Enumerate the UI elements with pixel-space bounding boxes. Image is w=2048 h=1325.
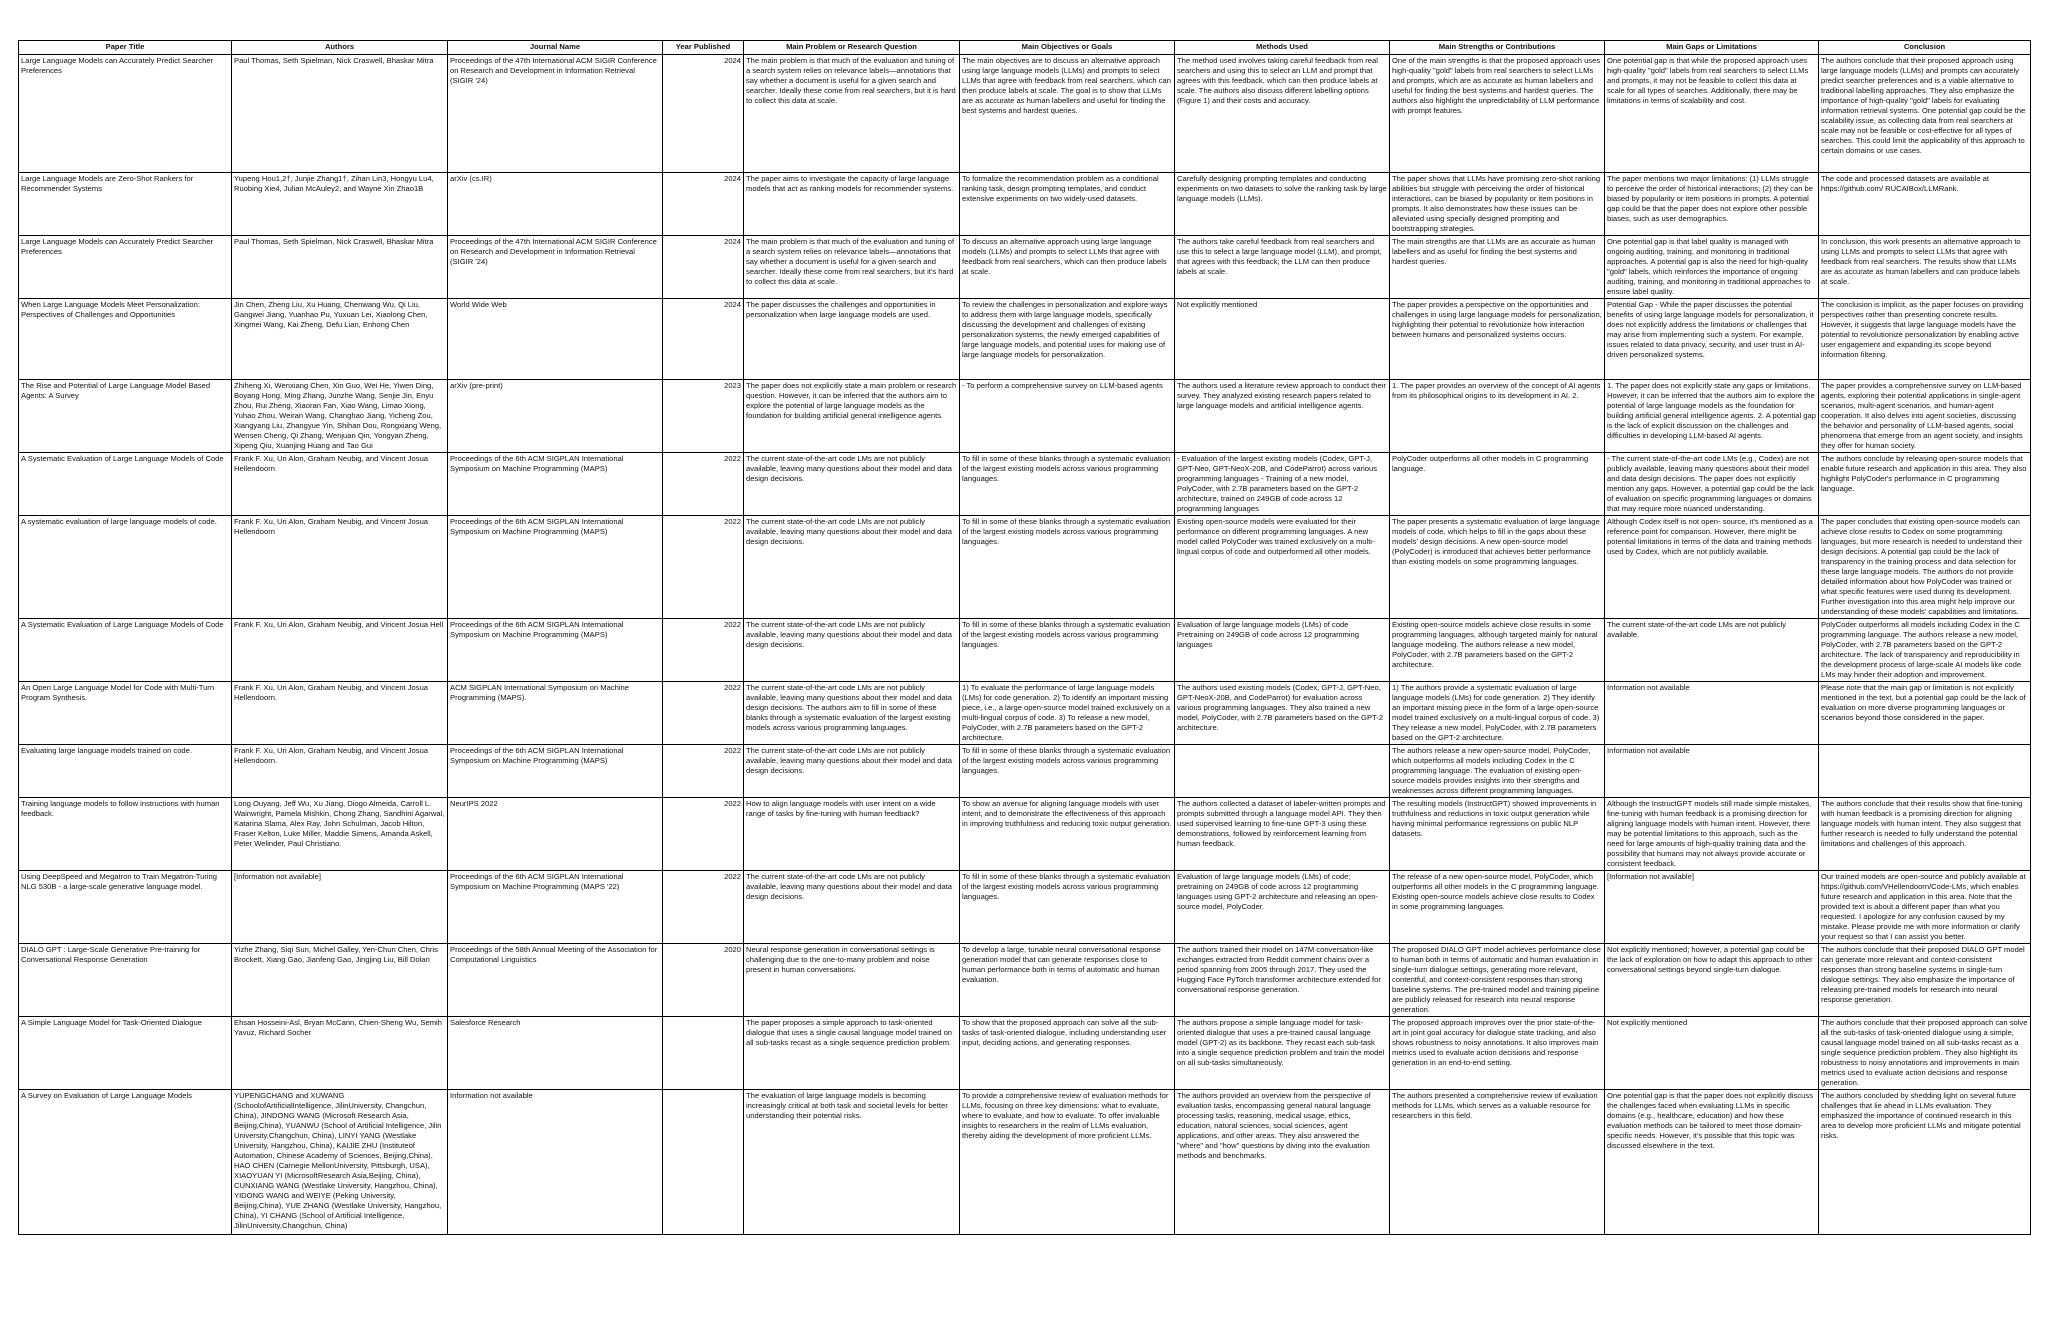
- cell-paper-title: DIALO GPT : Large-Scale Generative Pre-training for Conversational Response Generation: [19, 944, 232, 1017]
- cell-year-published: 2022: [663, 682, 744, 745]
- cell-conclusion: The authors conclude by releasing open-source models that enable future research and application in this area. They also highlight PolyCoder's performance in C programming language.: [1819, 453, 2031, 516]
- cell-conclusion: [1819, 745, 2031, 798]
- header-row: [19, 41, 2031, 55]
- cell-journal-name: Proceedings of the 6th ACM SIGPLAN International Symposium on Machine Programming (MAPS): [448, 516, 663, 619]
- cell-conclusion: The conclusion is implicit, as the paper focuses on providing perspectives rather than presenting concrete results. However, it suggests that large language models have the potential to revolutionize personalization by enabling active user engagement and expanding its scope beyond information filtering.: [1819, 299, 2031, 380]
- cell-main-objectives: To fill in some of these blanks through a systematic evaluation of the largest existing models across various programming languages.: [960, 871, 1175, 944]
- table-row: [19, 944, 2031, 1017]
- cell-journal-name: Proceedings of the 6th ACM SIGPLAN International Symposium on Machine Programming (MAPS): [448, 745, 663, 798]
- cell-main-problem: How to align language models with user intent on a wide range of tasks by fine-tuning with human feedback?: [744, 798, 960, 871]
- cell-main-objectives: The main objectives are to discuss an alternative approach using large language models (LLMs) and prompts to select LLMs that agree with feedback from real searchers, which can then produce labels at scale. The goal is to show that LLMs are as accurate as human labellers and useful for finding the best systems and hardest queries.: [960, 55, 1175, 173]
- cell-conclusion: The paper concludes that existing open-source models can achieve close results to Codex on some programming languages, but more research is needed to understand their design decisions. A potential gap could be the lack of transparency in the training process and data selection for these large language models. The authors do not provide detailed information about how PolyCoder was trained or what specific features were used during its development. Further investigation into this area might help improve our understanding of these models' capabilities and limitations.: [1819, 516, 2031, 619]
- column-header-methods-used: Methods Used: [1175, 41, 1390, 55]
- cell-main-objectives: To formalize the recommendation problem as a conditional ranking task, design prompting templates, and conduct extensive experiments on two widely-used datasets.: [960, 173, 1175, 236]
- cell-main-gaps: One potential gap is that the paper does not explicitly discuss the challenges faced when evaluating LLMs in specific domains (e.g., healthcare, education) and how these evaluation methods can be tailored to meet those domain-specific needs. However, it's possible that this topic was discussed elsewhere in the text.: [1605, 1090, 1819, 1235]
- cell-main-strengths: The paper presents a systematic evaluation of large language models of code, which helps to fill in the gaps about these models' design decisions. A new open-source model (PolyCoder) is introduced that achieves better performance than existing models on some programming languages.: [1390, 516, 1605, 619]
- cell-year-published: 2022: [663, 619, 744, 682]
- cell-main-problem: The current state-of-the-art code LMs are not publicly available, leaving many questions about their model and data design decisions.: [744, 619, 960, 682]
- cell-paper-title: Using DeepSpeed and Megatron to Train Megatron-Turing NLG 530B - a large-scale generative language model.: [19, 871, 232, 944]
- cell-main-strengths: The authors presented a comprehensive review of evaluation methods for LLMs, which serves as a valuable resource for researchers in this field.: [1390, 1090, 1605, 1235]
- cell-main-problem: The main problem is that much of the evaluation and tuning of a search system relies on relevance labels—annotations that say whether a document is useful for a given search and searcher. Ideally these come from real searchers, but it is hard to collect this data at scale.: [744, 55, 960, 173]
- cell-year-published: 2022: [663, 871, 744, 944]
- cell-journal-name: arXiv (cs.IR): [448, 173, 663, 236]
- cell-main-strengths: The resulting models (InstructGPT) showed improvements in truthfulness and reductions in toxic output generation while having minimal performance regressions on public NLP datasets.: [1390, 798, 1605, 871]
- cell-authors: Ehsan Hosseini-Asl, Bryan McCann, Chien-Sheng Wu, Semih Yavuz, Richard Socher: [232, 1017, 448, 1090]
- cell-paper-title: The Rise and Potential of Large Language Model Based Agents: A Survey: [19, 380, 232, 453]
- cell-authors: Long Ouyang, Jeff Wu, Xu Jiang, Diogo Almeida, Carroll L. Wainwright, Pamela Mishkin, Chong Zhang, Sandhini Agarwal, Katarina Slama, Alex Ray, John Schulman, Jacob Hilton, Fraser Kelton, Luke Miller, Maddie Simens, Amanda Askell, Peter Welinder, Paul Christiano.: [232, 798, 448, 871]
- cell-main-gaps: One potential gap is that while the proposed approach uses high-quality "gold" labels from real searchers to select LLMs and prompts, it may not be feasible to collect this data at scale for all types of searches. Additionally, there may be limitations in terms of scalability and cost.: [1605, 55, 1819, 173]
- column-header-journal-name: Journal Name: [448, 41, 663, 55]
- cell-methods-used: The method used involves taking careful feedback from real searchers and using this to select an LLM and prompt that agrees with this feedback, which can then produce labels at scale. The authors also discuss different labelling options (Figure 1) and their costs and accuracy.: [1175, 55, 1390, 173]
- table-body: [19, 55, 2031, 1235]
- table-row: [19, 798, 2031, 871]
- cell-main-strengths: The proposed approach improves over the prior state-of-the-art in joint goal accuracy for dialogue state tracking, and also shows robustness to noisy annotations. It also improves main metrics used to evaluate action decisions and response generation in an end-to-end setting.: [1390, 1017, 1605, 1090]
- cell-year-published: 2022: [663, 798, 744, 871]
- cell-main-problem: The current state-of-the-art code LMs are not publicly available, leaving many questions about their model and data design decisions.: [744, 871, 960, 944]
- cell-methods-used: Evaluation of large language models (LMs) of code; pretraining on 249GB of code across 12 programming languages using GPT-2 architecture and releasing an open-source model, PolyCoder.: [1175, 871, 1390, 944]
- cell-main-gaps: Although Codex itself is not open- source, it's mentioned as a reference point for comparison. However, there might be potential limitations in terms of the data and training methods used by Codex, which are not publicly available.: [1605, 516, 1819, 619]
- cell-main-strengths: Existing open-source models achieve close results in some programming languages, although targeted mainly for natural language modeling. The authors release a new model, PolyCoder, with 2.7B parameters based on the GPT-2 architecture.: [1390, 619, 1605, 682]
- cell-journal-name: Proceedings of the 58th Annual Meeting of the Association for Computational Linguistics: [448, 944, 663, 1017]
- cell-authors: Jin Chen, Zheng Liu, Xu Huang, Chenwang Wu, Qi Liu, Gangwei Jiang, Yuanhao Pu, Yuxuan Lei, Xiaolong Chen, Xingmei Wang, Kai Zheng, Defu Lian, Enhong Chen: [232, 299, 448, 380]
- cell-methods-used: [1175, 745, 1390, 798]
- cell-main-gaps: Potential Gap - While the paper discusses the potential benefits of using large language models for personalization, it does not explicitly address the limitations or challenges that may arise from implementing such a system. For example, issues related to data privacy, security, and user trust in AI-driven personalized systems.: [1605, 299, 1819, 380]
- cell-authors: Frank F. Xu, Uri Alon, Graham Neubig, and Vincent Josua Hellendoorn.: [232, 745, 448, 798]
- cell-conclusion: The authors conclude that their proposed approach can solve all the sub-tasks of task-oriented dialogue using a simple, causal language model trained on all sub-tasks recast as a single sequence prediction problem. They also highlight its robustness to noisy annotations and improvements in main metrics used to evaluate action decisions and response generation.: [1819, 1017, 2031, 1090]
- column-header-main-objectives: Main Objectives or Goals: [960, 41, 1175, 55]
- table-row: [19, 745, 2031, 798]
- cell-methods-used: Existing open-source models were evaluated for their performance on different programming languages. A new model called PolyCoder was trained exclusively on a multi-lingual corpus of code and outperformed all other models.: [1175, 516, 1390, 619]
- cell-year-published: 2022: [663, 453, 744, 516]
- cell-main-gaps: The paper mentions two major limitations: (1) LLMs struggle to perceive the order of historical interactions; (2) they can be biased by popularity or item positions in prompts. A potential gap could be that the paper does not explore other possible biases, such as user demographics.: [1605, 173, 1819, 236]
- cell-methods-used: The authors used a literature review approach to conduct their survey. They analyzed existing research papers related to large language models and artificial intelligence agents.: [1175, 380, 1390, 453]
- cell-main-objectives: To fill in some of these blanks through a systematic evaluation of the largest existing models across various programming languages.: [960, 516, 1175, 619]
- cell-year-published: 2024: [663, 299, 744, 380]
- cell-main-objectives: To discuss an alternative approach using large language models (LLMs) and prompts to select LLMs that agree with feedback from real searchers, which can then produce labels at scale.: [960, 236, 1175, 299]
- table-row: [19, 299, 2031, 380]
- table-row: [19, 516, 2031, 619]
- cell-main-problem: The paper discusses the challenges and opportunities in personalization when large language models are used.: [744, 299, 960, 380]
- cell-methods-used: The authors propose a simple language model for task-oriented dialogue that uses a pre-trained causal language model (GPT-2) as its backbone. They recast each sub-task into a single sequence prediction problem and train the model on all sub-tasks simultaneously.: [1175, 1017, 1390, 1090]
- cell-main-gaps: Not explicitly mentioned; however, a potential gap could be the lack of exploration on how to adapt this approach to other conversational settings beyond single-turn dialogue.: [1605, 944, 1819, 1017]
- cell-main-problem: The current state-of-the-art code LMs are not publicly available, leaving many questions about their model and data design decisions. The authors aim to fill in some of these blanks through a systematic evaluation of the largest existing models across various programming languages.: [744, 682, 960, 745]
- cell-paper-title: A Survey on Evaluation of Large Language Models: [19, 1090, 232, 1235]
- table-header: [19, 41, 2031, 55]
- cell-journal-name: Proceedings of the 6th ACM SIGPLAN International Symposium on Machine Programming (MAPS '22): [448, 871, 663, 944]
- table-row: [19, 682, 2031, 745]
- cell-conclusion: In conclusion, this work presents an alternative approach to using LLMs and prompts to select LLMs that agree with feedback from real searchers. The results show that LLMs are as accurate as human labellers and can produce labels at scale.: [1819, 236, 2031, 299]
- cell-year-published: [663, 1090, 744, 1235]
- cell-year-published: 2022: [663, 516, 744, 619]
- cell-main-gaps: One potential gap is that label quality is managed with ongoing auditing, training, and monitoring in traditional approaches. A potential gap is also the need for high-quality "gold" labels, which reinforces the importance of ongoing auditing, training, and monitoring in traditional approaches to ensure label quality.: [1605, 236, 1819, 299]
- table-row: [19, 871, 2031, 944]
- cell-conclusion: The authors concluded by shedding light on several future challenges that lie ahead in LLMs evaluation. They emphasized the importance of continued research in this area to develop more proficient LLMs and mitigate potential risks.: [1819, 1090, 2031, 1235]
- cell-main-objectives: To develop a large, tunable neural conversational response generation model that can generate responses close to human performance both in terms of automatic and human evaluation.: [960, 944, 1175, 1017]
- cell-main-problem: The evaluation of large language models is becoming increasingly critical at both task and societal levels for better understanding their potential risks.: [744, 1090, 960, 1235]
- table-row: [19, 1017, 2031, 1090]
- cell-paper-title: When Large Language Models Meet Personalization: Perspectives of Challenges and Opportunities: [19, 299, 232, 380]
- cell-main-objectives: To show that the proposed approach can solve all the sub-tasks of task-oriented dialogue, including understanding user input, deciding actions, and generating responses.: [960, 1017, 1175, 1090]
- table-row: [19, 1090, 2031, 1235]
- cell-year-published: 2024: [663, 173, 744, 236]
- cell-journal-name: World Wide Web: [448, 299, 663, 380]
- cell-main-gaps: - The current state-of-the-art code LMs (e.g., Codex) are not publicly available, leaving many questions about their model and data design decisions. The paper does not explicitly mention any gaps. However, a potential gap could be the lack of evaluation on specific programming languages or domains that may require more nuanced understanding.: [1605, 453, 1819, 516]
- cell-conclusion: Our trained models are open-source and publicly available at https://github.com/VHellendoorn/Code-LMs, which enables future research and application in this area. Note that the provided text is about a different paper than what you requested. I apologize for any confusion caused by my mistake. Please provide me with more information or clarify your request so that I can assist you better.: [1819, 871, 2031, 944]
- cell-main-gaps: [Information not available]: [1605, 871, 1819, 944]
- cell-conclusion: The paper provides a comprehensive survey on LLM-based agents, exploring their potential applications in single-agent scenarios, multi-agent scenarios, and human-agent cooperation. It also delves into agent societies, discussing the behavior and personality of LLM-based agents, social phenomena that emerge from an agent society, and insights they offer for human society.: [1819, 380, 2031, 453]
- cell-authors: YUPENGCHANG and XUWANG (SchoolofArtificialIntelligence, JilinUniversity, Changchun, China), JINDONG WANG (Microsoft Research Asia, Beijing,China), YUANWU (School of Artificial Intelligence, Jilin University,Changchun, China), LINYI YANG (Westlake University, Hangzhou, China), KAIJIE ZHU (Instituteof Automation, Chinese Academy of Sciences, Beijing,China), HAO CHEN (Carnegie MellonUniversity, Pittsburgh, USA), XIAOYUAN YI (MicrosoftResearch Asia,Beijing, China), CUNXIANG WANG (Westlake University, Hangzhou, China), YIDONG WANG and WEIYE (Peking University, Beijing,China), YUE ZHANG (Westlake University, Hangzhou, China), YI CHANG (School of Artificial Intelligence, JilinUniversity,Changchun, China): [232, 1090, 448, 1235]
- cell-main-problem: The current state-of-the-art code LMs are not publicly available, leaving many questions about their model and data design decisions.: [744, 516, 960, 619]
- cell-year-published: 2024: [663, 55, 744, 173]
- cell-main-objectives: 1) To evaluate the performance of large language models (LMs) for code generation. 2) To identify an important missing piece, i.e., a large open-source model trained exclusively on a multi-lingual corpus of code. 3) To release a new model, PolyCoder, with 2.7B parameters based on the GPT-2 architecture.: [960, 682, 1175, 745]
- cell-main-strengths: The authors release a new open-source model, PolyCoder, which outperforms all models including Codex in the C programming language. The evaluation of existing open-source models provides insights into their strengths and weaknesses across different programming languages.: [1390, 745, 1605, 798]
- column-header-main-gaps: Main Gaps or Limitations: [1605, 41, 1819, 55]
- column-header-main-problem: Main Problem or Research Question: [744, 41, 960, 55]
- cell-main-strengths: One of the main strengths is that the proposed approach uses high-quality "gold" labels from real searchers to select LLMs and prompts, which are as accurate as human labellers and useful for finding the best systems and hardest queries. The authors also highlight the unpredictability of LLM performance with prompt features.: [1390, 55, 1605, 173]
- cell-authors: Yizhe Zhang, Siqi Sun, Michel Galley, Yen-Chun Chen, Chris Brockett, Xiang Gao, Jianfeng Gao, Jingjing Liu, Bill Dolan: [232, 944, 448, 1017]
- column-header-year-published: Year Published: [663, 41, 744, 55]
- column-header-authors: Authors: [232, 41, 448, 55]
- cell-main-strengths: 1) The authors provide a systematic evaluation of large language models (LMs) for code generation. 2) They identify an important missing piece in the form of a large open-source model trained exclusively on a multi-lingual corpus of code. 3) They release a new model, PolyCoder, with 2.7B parameters based on the GPT-2 architecture.: [1390, 682, 1605, 745]
- cell-paper-title: A Systematic Evaluation of Large Language Models of Code: [19, 453, 232, 516]
- cell-journal-name: ACM SIGPLAN International Symposium on Machine Programming (MAPS).: [448, 682, 663, 745]
- cell-main-problem: The paper aims to investigate the capacity of large language models that act as ranking models for recommender systems.: [744, 173, 960, 236]
- cell-authors: Zhiheng Xi, Wenxiang Chen, Xin Guo, Wei He, Yiwen Ding, Boyang Hong, Ming Zhang, Junzhe Wang, Senjie Jin, Enyu Zhou, Rui Zheng, Xiaoran Fan, Xiao Wang, Limao Xiong, Yuhao Zhou, Weiran Wang, Changhao Jiang, Yicheng Zou, Xiangyang Liu, Zhangyue Yin, Shihan Dou, Rongxiang Weng, Wensen Cheng, Qi Zhang, Wenjuan Qin, Yongyan Zheng, Xipeng Qiu, Xuanjing Huang and Tao Gui: [232, 380, 448, 453]
- cell-conclusion: The authors conclude that their results show that fine-tuning with human feedback is a promising direction for aligning language models with human intent. They also suggest that further research is needed to fully understand the potential limitations and challenges of this approach.: [1819, 798, 2031, 871]
- cell-journal-name: Proceedings of the 47th International ACM SIGIR Conference on Research and Development in Information Retrieval (SIGIR '24): [448, 55, 663, 173]
- cell-main-objectives: - To perform a comprehensive survey on LLM-based agents: [960, 380, 1175, 453]
- cell-main-strengths: The release of a new open-source model, PolyCoder, which outperforms all other models in the C programming language. Existing open-source models achieve close results to Codex in some programming languages.: [1390, 871, 1605, 944]
- column-header-paper-title: Paper Title: [19, 41, 232, 55]
- cell-authors: Frank F. Xu, Uri Alon, Graham Neubig, and Vincent Josua Hell: [232, 619, 448, 682]
- cell-journal-name: Salesforce Research: [448, 1017, 663, 1090]
- cell-year-published: 2020: [663, 944, 744, 1017]
- cell-main-gaps: Information not available: [1605, 682, 1819, 745]
- cell-journal-name: Proceedings of the 6th ACM SIGPLAN International Symposium on Machine Programming (MAPS): [448, 619, 663, 682]
- cell-methods-used: The authors trained their model on 147M conversation-like exchanges extracted from Reddit comment chains over a period spanning from 2005 through 2017. They used the Hugging Face PyTorch transformer architecture extended for conversational response generation.: [1175, 944, 1390, 1017]
- cell-methods-used: The authors provided an overview from the perspective of evaluation tasks, encompassing general natural language processing tasks, reasoning, medical usage, ethics, education, natural sciences, social sciences, agent applications, and other areas. They also answered the "where" and "how" questions by diving into the evaluation methods and benchmarks.: [1175, 1090, 1390, 1235]
- cell-main-strengths: 1. The paper provides an overview of the concept of AI agents from its philosophical origins to its development in AI. 2.: [1390, 380, 1605, 453]
- cell-methods-used: - Evaluation of the largest existing models (Codex, GPT-J, GPT-Neo, GPT-NeoX-20B, and CodeParrot) across various programming languages - Training of a new model, PolyCoder, with 2.7B parameters based on the GPT-2 architecture, trained on 249GB of code across 12 programming languages: [1175, 453, 1390, 516]
- cell-main-objectives: To fill in some of these blanks through a systematic evaluation of the largest existing models across various programming languages.: [960, 453, 1175, 516]
- cell-main-strengths: The proposed DIALO GPT model achieves performance close to human both in terms of automatic and human evaluation in single-turn dialogue settings, generating more relevant, contentful, and context-consistent responses than strong baseline systems. The pre-trained model and training pipeline are publicly released for research into neural response generation.: [1390, 944, 1605, 1017]
- cell-paper-title: Large Language Models can Accurately Predict Searcher Preferences: [19, 55, 232, 173]
- cell-main-objectives: To provide a comprehensive review of evaluation methods for LLMs, focusing on three key dimensions: what to evaluate, where to evaluate, and how to evaluate. To offer invaluable insights to researchers in the realm of LLMs evaluation, thereby aiding the development of more proficient LLMs.: [960, 1090, 1175, 1235]
- cell-main-problem: The current state-of-the-art code LMs are not publicly available, leaving many questions about their model and data design decisions.: [744, 745, 960, 798]
- cell-journal-name: Proceedings of the 6th ACM SIGPLAN International Symposium on Machine Programming (MAPS): [448, 453, 663, 516]
- cell-conclusion: The authors conclude that their proposed DIALO GPT model can generate more relevant and context-consistent responses than strong baseline systems in single-turn dialogue settings. They also emphasize the importance of releasing pre-trained models for research into neural response generation.: [1819, 944, 2031, 1017]
- column-header-main-strengths: Main Strengths or Contributions: [1390, 41, 1605, 55]
- cell-methods-used: The authors take careful feedback from real searchers and use this to select a large language model (LLM), and prompt, that agrees with this feedback; the LLM can then produce labels at scale.: [1175, 236, 1390, 299]
- cell-year-published: 2023: [663, 380, 744, 453]
- cell-main-strengths: The main strengths are that LLMs are as accurate as human labellers and as useful for finding the best systems and hardest queries.: [1390, 236, 1605, 299]
- cell-methods-used: The authors used existing models (Codex, GPT-J, GPT-Neo, GPT-NeoX-20B, and CodeParrot) for evaluation across various programming languages. They also trained a new model, PolyCoder, with 2.7B parameters based on the GPT-2 architecture.: [1175, 682, 1390, 745]
- cell-authors: Frank F. Xu, Uri Alon, Graham Neubig, and Vincent Josua Hellendoorn.: [232, 682, 448, 745]
- cell-main-strengths: The paper shows that LLMs have promising zero-shot ranking abilities but struggle with perceiving the order of historical interactions, can be biased by popularity or item positions in prompts. It also demonstrates how these issues can be alleviated using specially designed prompting and bootstrapping strategies.: [1390, 173, 1605, 236]
- cell-conclusion: The authors conclude that their proposed approach using large language models (LLMs) and prompts can accurately predict searcher preferences and is a viable alternative to traditional labelling approaches. They also emphasize the importance of high-quality "gold" labels for evaluating information retrieval systems. One potential gap could be the scalability issue, as collecting data from real searchers at scale may not be feasible or cost-effective for all types of searches. This could limit the applicability of this approach to certain domains or use cases.: [1819, 55, 2031, 173]
- cell-paper-title: An Open Large Language Model for Code with Multi-Turn Program Synthesis.: [19, 682, 232, 745]
- cell-paper-title: Large Language Models are Zero-Shot Rankers for Recommender Systems: [19, 173, 232, 236]
- column-header-conclusion: Conclusion: [1819, 41, 2031, 55]
- cell-main-problem: The current state-of-the-art code LMs are not publicly available, leaving many questions about their model and data design decisions.: [744, 453, 960, 516]
- cell-journal-name: arXiv (pre-print): [448, 380, 663, 453]
- cell-main-gaps: Not explicitly mentioned: [1605, 1017, 1819, 1090]
- cell-authors: Paul Thomas, Seth Spielman, Nick Craswell, Bhaskar Mitra: [232, 236, 448, 299]
- cell-paper-title: A Systematic Evaluation of Large Language Models of Code: [19, 619, 232, 682]
- cell-main-objectives: To fill in some of these blanks through a systematic evaluation of the largest existing models across various programming languages.: [960, 619, 1175, 682]
- cell-authors: Frank F. Xu, Uri Alon, Graham Neubig, and Vincent Josua Hellendoorn: [232, 516, 448, 619]
- cell-main-gaps: The current state-of-the-art code LMs are not publicly available.: [1605, 619, 1819, 682]
- cell-year-published: 2024: [663, 236, 744, 299]
- cell-methods-used: Not explicitly mentioned: [1175, 299, 1390, 380]
- cell-paper-title: Training language models to follow instructions with human feedback.: [19, 798, 232, 871]
- cell-journal-name: Proceedings of the 47th International ACM SIGIR Conference on Research and Development in Information Retrieval (SIGIR '24): [448, 236, 663, 299]
- cell-conclusion: PolyCoder outperforms all models including Codex in the C programming language. The authors release a new model, PolyCoder, with 2.7B parameters based on the GPT-2 architecture. The lack of transparency and reproducibility in the development process of large-scale AI models like code LMs may hinder their adoption and improvement.: [1819, 619, 2031, 682]
- cell-authors: [Information not available]: [232, 871, 448, 944]
- table-row: [19, 380, 2031, 453]
- cell-conclusion: The code and processed datasets are available at https://github.com/ RUCAIBox/LLMRank.: [1819, 173, 2031, 236]
- cell-journal-name: NeurIPS 2022: [448, 798, 663, 871]
- cell-main-objectives: To review the challenges in personalization and explore ways to address them with large language models, specifically discussing the development and challenges of existing personalization systems, the newly emerged capabilities of large language models, and potential uses for making use of large language models for personalization.: [960, 299, 1175, 380]
- cell-main-strengths: PolyCoder outperforms all other models in C programming language.: [1390, 453, 1605, 516]
- cell-authors: Yupeng Hou1,2†, Junjie Zhang1†, Zihan Lin3, Hongyu Lu4, Ruobing Xie4, Julian McAuley2, and Wayne Xin Zhao1B: [232, 173, 448, 236]
- cell-paper-title: A Simple Language Model for Task-Oriented Dialogue: [19, 1017, 232, 1090]
- cell-year-published: [663, 1017, 744, 1090]
- cell-main-problem: Neural response generation in conversational settings is challenging due to the one-to-many problem and noise present in human conversations.: [744, 944, 960, 1017]
- table-row: [19, 236, 2031, 299]
- cell-main-problem: The paper does not explicitly state a main problem or research question. However, it can be inferred that the authors aim to explore the potential of large language models as the foundation for building artificial general intelligence agents.: [744, 380, 960, 453]
- cell-year-published: 2022: [663, 745, 744, 798]
- cell-journal-name: Information not available: [448, 1090, 663, 1235]
- cell-methods-used: Carefully designing prompting templates and conducting experiments on two datasets to solve the ranking task by large language models (LLMs).: [1175, 173, 1390, 236]
- cell-paper-title: A systematic evaluation of large language models of code.: [19, 516, 232, 619]
- cell-main-gaps: Information not available: [1605, 745, 1819, 798]
- cell-authors: Frank F. Xu, Uri Alon, Graham Neubig, and Vincent Josua Hellendoorn: [232, 453, 448, 516]
- paper-review-table-container: [18, 40, 2030, 1235]
- paper-review-table: [18, 40, 2031, 1235]
- cell-authors: Paul Thomas, Seth Spielman, Nick Craswell, Bhaskar Mitra: [232, 55, 448, 173]
- cell-methods-used: Evaluation of large language models (LMs) of code Pretraining on 249GB of code across 12 programming languages: [1175, 619, 1390, 682]
- cell-main-problem: The main problem is that much of the evaluation and tuning of a search system relies on relevance labels—annotations that say whether a document is useful for a given search and searcher. Ideally these come from real searchers, but it's hard to collect this data at scale.: [744, 236, 960, 299]
- cell-main-objectives: To fill in some of these blanks through a systematic evaluation of the largest existing models across various programming languages.: [960, 745, 1175, 798]
- table-row: [19, 453, 2031, 516]
- cell-main-problem: The paper proposes a simple approach to task-oriented dialogue that uses a single causal language model trained on all sub-tasks recast as a single sequence prediction problem.: [744, 1017, 960, 1090]
- table-row: [19, 173, 2031, 236]
- cell-conclusion: Please note that the main gap or limitation is not explicitly mentioned in the text, but a potential gap could be the lack of evaluation on more diverse programming languages or scenarios beyond those considered in the paper.: [1819, 682, 2031, 745]
- cell-main-objectives: To show an avenue for aligning language models with user intent, and to demonstrate the effectiveness of this approach in improving truthfulness and reducing toxic output generation.: [960, 798, 1175, 871]
- cell-paper-title: Evaluating large language models trained on code.: [19, 745, 232, 798]
- cell-main-gaps: 1. The paper does not explicitly state any gaps or limitations. However, it can be inferred that the authors aim to explore the potential of large language models as the foundation for building artificial general intelligence agents. 2. A potential gap is the lack of explicit discussion on the challenges and difficulties in developing LLM-based AI agents.: [1605, 380, 1819, 453]
- cell-methods-used: The authors collected a dataset of labeler-written prompts and prompts submitted through a language model API. They then used supervised learning to fine-tune GPT-3 using these demonstrations, followed by reinforcement learning from human feedback.: [1175, 798, 1390, 871]
- table-row: [19, 55, 2031, 173]
- cell-main-strengths: The paper provides a perspective on the opportunities and challenges in using large language models for personalization, highlighting their potential to revolutionize how interaction between humans and personalized systems occurs.: [1390, 299, 1605, 380]
- cell-main-gaps: Although the InstructGPT models still made simple mistakes, fine-tuning with human feedback is a promising direction for aligning language models with human intent. However, there may be potential limitations to this approach, such as the need for large amounts of high-quality training data and the possibility that humans may not always provide accurate or consistent feedback.: [1605, 798, 1819, 871]
- table-row: [19, 619, 2031, 682]
- cell-paper-title: Large Language Models can Accurately Predict Searcher Preferences: [19, 236, 232, 299]
